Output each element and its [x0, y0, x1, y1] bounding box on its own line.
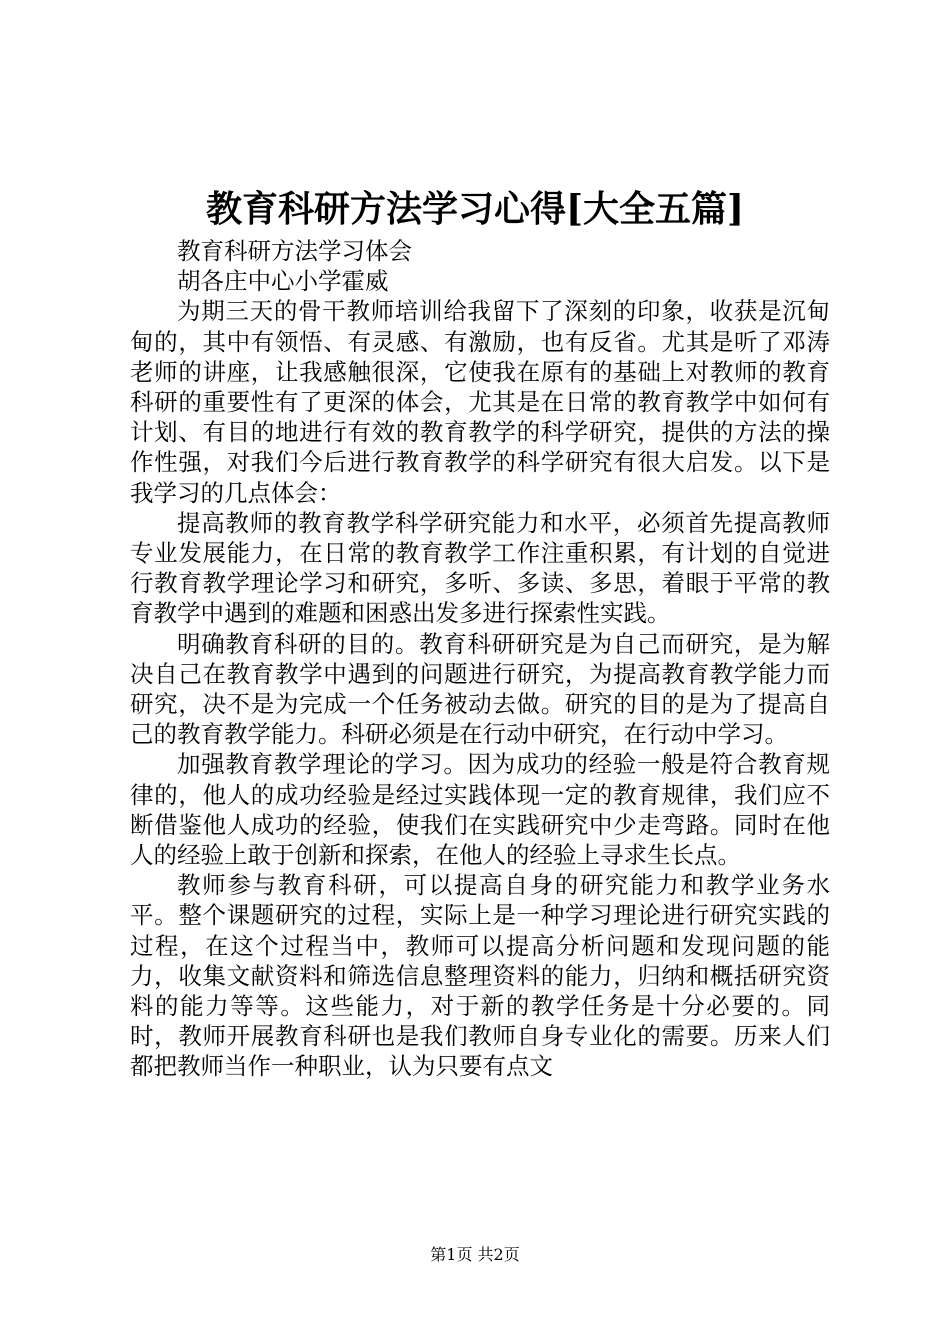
- page-footer: 第1页 共2页: [430, 1245, 520, 1264]
- document-subtitle: 教育科研方法学习体会: [177, 237, 412, 265]
- paragraph: 教师参与教育科研，可以提高自身的研究能力和教学业务水平。整个课题研究的过程，实际上是一种学习理论进行研究实践的过程，在这个过程当中，教师可以提高分析问题和发现问题的能力，收集文献资料和筛选信息整理资料的能力，归纳和概括研究资料的能力等等。这些能力，对于新的教学任务是十分必要的。同时，教师开展教育科研也是我们教师自身专业化的需要。历来人们都把教师当作一种职业，认为只要有点文: [130, 871, 830, 1081]
- paragraph: 提高教师的教育教学科学研究能力和水平，必须首先提高教师专业发展能力，在日常的教育教学工作注重积累，有计划的自觉进行教育教学理论学习和研究，多听、多读、多思，着眼于平常的教育教学中遇到的难题和困惑出发多进行探索性实践。: [130, 508, 830, 628]
- paragraph: 为期三天的骨干教师培训给我留下了深刻的印象，收获是沉甸甸的，其中有领悟、有灵感、有激励，也有反省。尤其是听了邓涛老师的讲座，让我感触很深，它使我在原有的基础上对教师的教育科研的重要性有了更深的体会，尤其是在日常的教育教学中如何有计划、有目的地进行有效的教育教学的科学研究，提供的方法的操作性强，对我们今后进行教育教学的科学研究有很大启发。以下是我学习的几点体会：: [130, 297, 830, 507]
- paragraph: 明确教育科研的目的。教育科研研究是为自己而研究，是为解决自己在教育教学中遇到的问题进行研究，为提高教育教学能力而研究，决不是为完成一个任务被动去做。研究的目的是为了提高自己的教育教学能力。科研必须是在行动中研究，在行动中学习。: [130, 629, 830, 749]
- document-body: [130, 236, 830, 1082]
- document-author: 胡各庄中心小学霍威: [177, 267, 389, 296]
- document-title: 教育科研方法学习心得[大全五篇]: [205, 188, 745, 230]
- paragraph: 加强教育教学理论的学习。因为成功的经验一般是符合教育规律的，他人的成功经验是经过实践体现一定的教育规律，我们应不断借鉴他人成功的经验，使我们在实践研究中少走弯路。同时在他人的经验上敢于创新和探索，在他人的经验上寻求生长点。: [130, 750, 830, 870]
